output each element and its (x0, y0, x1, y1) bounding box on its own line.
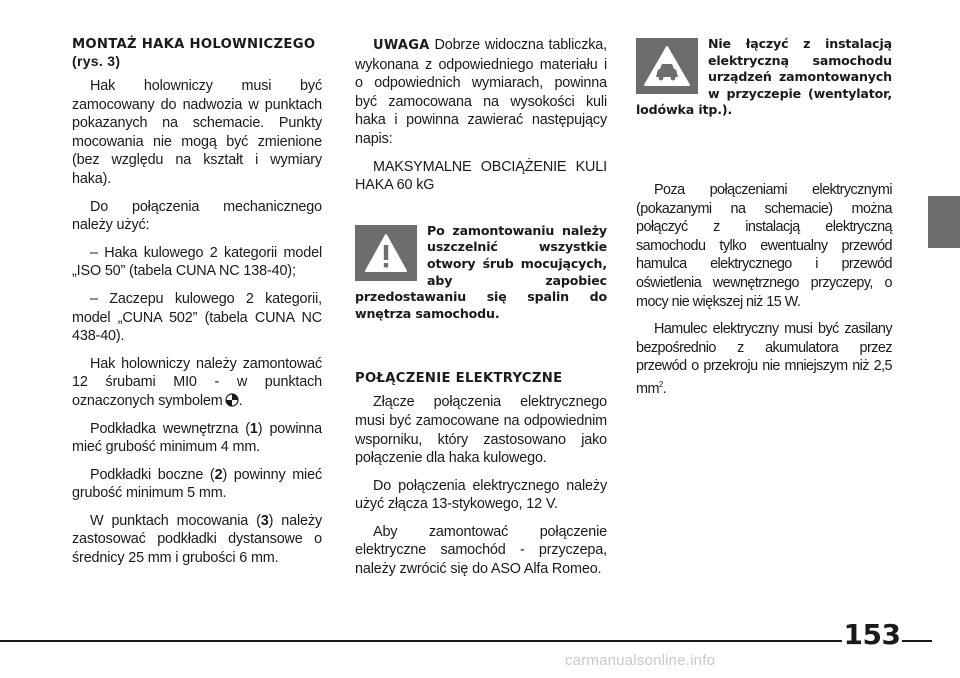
warning-box-sealing (355, 223, 607, 323)
warning-text: Nie łączyć z instalacją elektryczną samochodu urządzeń zamontowanych w przyczepie (wentylator, lodówka itp.). (636, 36, 892, 118)
paragraph: Hak holowniczy musi być zamocowany do nadwozia w punktach pokazanych na schemacie. Punkty mocowania nie mogą być zmienione (bez względu na kształt i wymiary haka). (72, 78, 322, 187)
warning-text: Po zamontowaniu należy uszczelnić wszystkie otwory śrub mocujących, aby zapobiec przedostawaniu się spalin do wnętrza samochodu. (355, 222, 607, 321)
paragraph: W punktach mocowania (3) należy zastosować podkładki dystansowe o średnicy 25 mm i grubości 6 mm. (72, 512, 322, 567)
paragraph: Podkładki boczne (2) powinny mieć grubość minimum 5 mm. (72, 466, 322, 502)
figure-ref: (rys. 3) (72, 53, 121, 69)
paragraph: Złącze połączenia elektrycznego musi być zamocowane na odpowiednim wsporniku, który zastosowano jako połączenie dla haka kulowego. (355, 394, 607, 467)
footer-rule (0, 640, 860, 642)
page-number: 153 (843, 618, 901, 651)
paragraph: Hamulec elektryczny musi być zasilany bezpośrednio z akumulatora przez przewód o przekroju nie mniejszym niż 2,5 $mm^2$. (636, 321, 892, 397)
max-load-text: MAKSYMALNE OBCIĄŻENIE KULI HAKA 60 kG (355, 158, 607, 194)
watermark: carmanualsonline.info (565, 652, 716, 669)
column-middle (355, 36, 607, 588)
column-left (72, 36, 322, 577)
paragraph-mount-symbol: Hak holowniczy należy zamontować 12 śrubami MI0 - w punktach oznaczonych symbolem . (72, 355, 322, 409)
chapter-tab (928, 196, 960, 248)
paragraph: Poza połączeniami elektrycznymi (pokazanymi na schemacie) można połączyć z instalacją elektryczną samochodu tylko ewentualny przewód hamulca elektrycznego i przewód oświetlenia wewnętrznego przyczepy, o mocy nie większej niż 15 W. (636, 181, 892, 310)
paragraph: – Haka kulowego 2 kategorii model „ISO 50” (tabela CUNA NC 138-40); (72, 244, 322, 280)
paragraph: Do połączenia elektrycznego należy użyć złącza 13-stykowego, 12 V. (355, 477, 607, 513)
warning-triangle-icon (355, 225, 417, 281)
heading-text: MONTAŻ HAKA HOLOWNICZEGO (72, 37, 316, 52)
paragraph: Aby zamontować połączenie elektryczne samochód - przyczepa, należy zwrócić się do ASO Alfa Romeo. (355, 523, 607, 578)
footer-rule-right (902, 640, 932, 642)
uwaga-label: UWAGA (373, 38, 430, 53)
car-warning-icon (636, 38, 698, 94)
column-right (636, 36, 892, 407)
paragraph: – Zaczepu kulowego 2 kategorii, model „CUNA 502” (tabela CUNA NC 438-40). (72, 290, 322, 345)
section-heading-electrical: POŁĄCZENIE ELEKTRYCZNE (355, 371, 563, 387)
section-heading-tow-hook (72, 36, 322, 71)
warning-box-trailer (636, 36, 892, 119)
paragraph: Do połączenia mechanicznego należy użyć: (72, 198, 322, 234)
mount-point-symbol-icon (225, 393, 239, 407)
paragraph: Podkładka wewnętrzna (1) powinna mieć grubość minimum 4 mm. (72, 420, 322, 456)
uwaga-paragraph: UWAGA Dobrze widoczna tabliczka, wykonana z odpowiedniego materiału i o odpowiednich wymiarach, powinna być zamocowana na wysokości kuli haka i powinna zawierać następujący napis: (355, 37, 607, 147)
